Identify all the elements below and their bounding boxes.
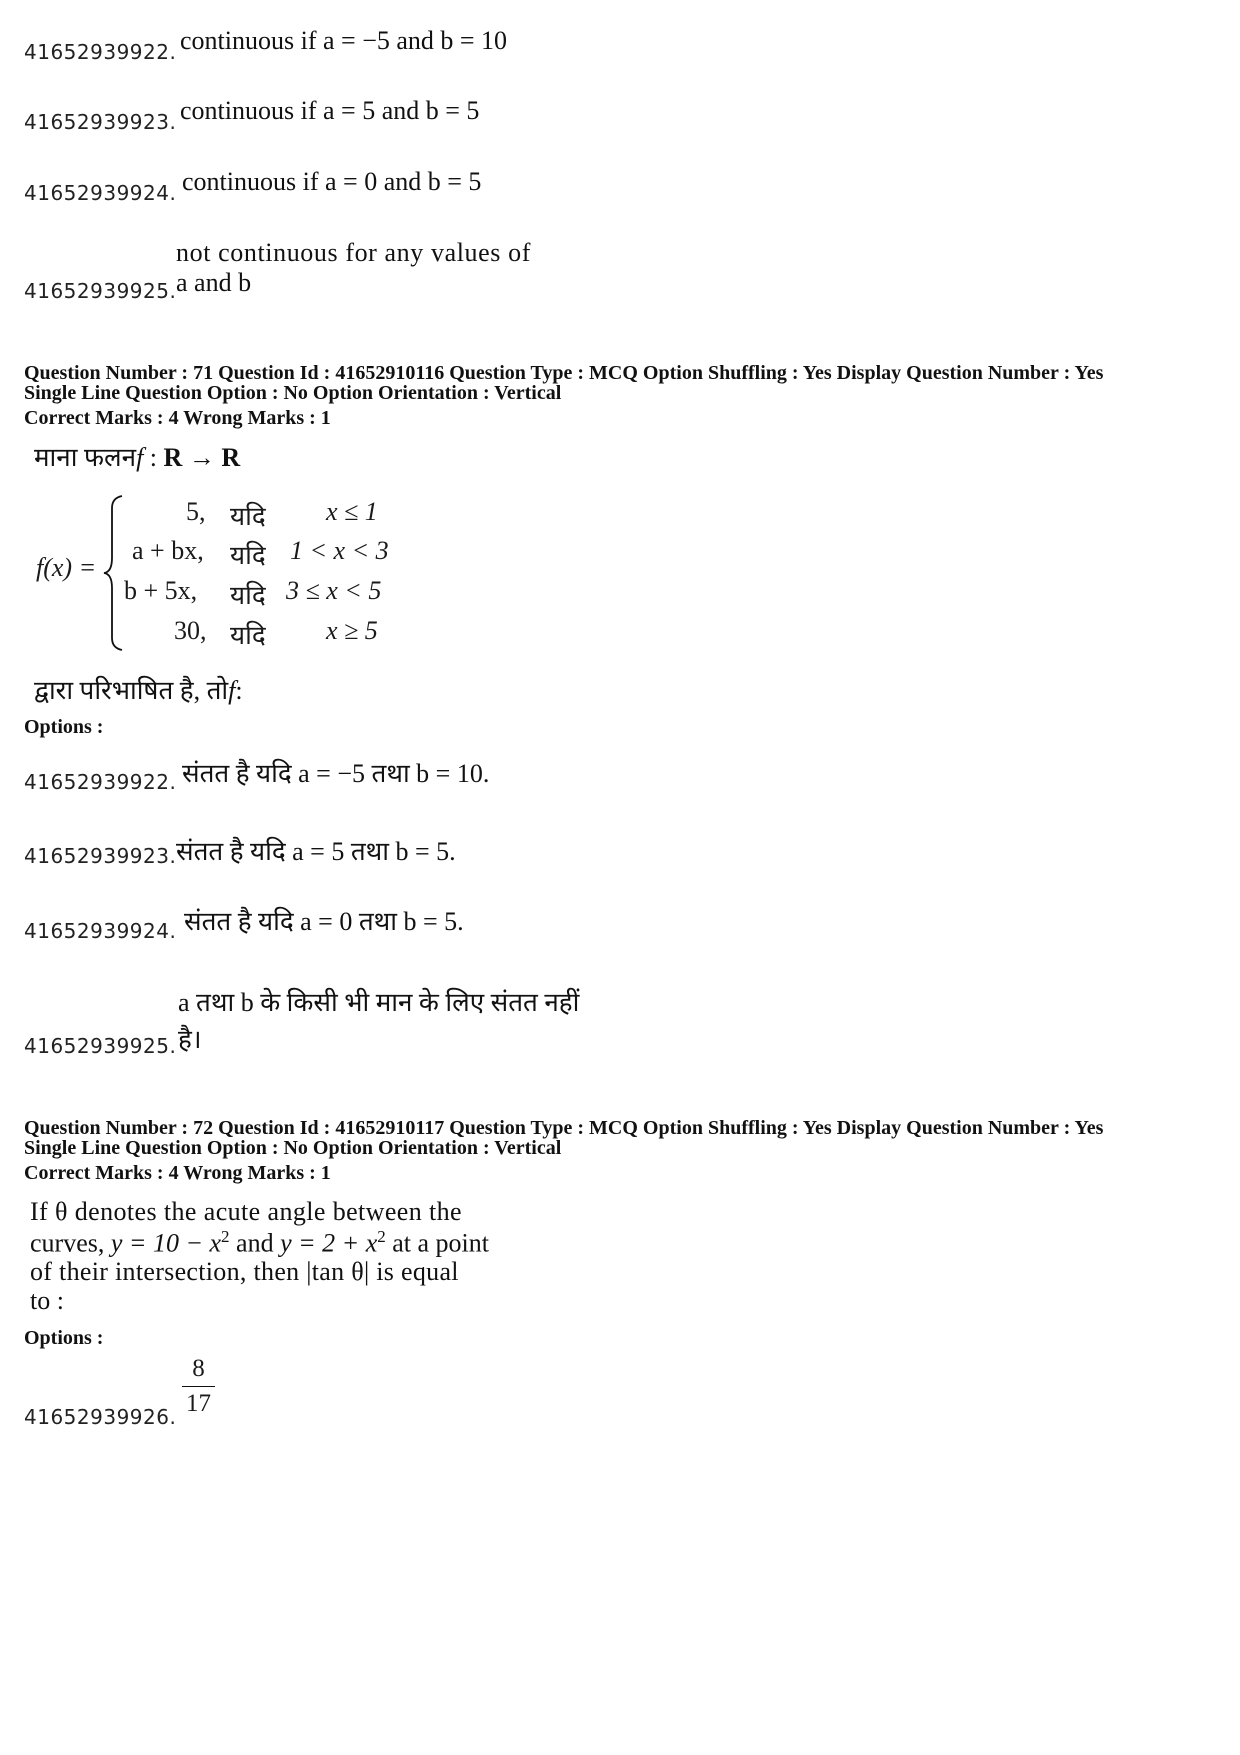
option-text: संतत है यदि a = 0 तथा b = 5.	[184, 907, 464, 936]
question-intro	[34, 438, 240, 474]
colon: :	[143, 443, 164, 472]
option-text: continuous if a = −5 and b = 10	[180, 26, 508, 55]
domain-R: R	[163, 443, 183, 472]
option-text-line1: a तथा b के किसी भी मान के लिए संतत नहीं	[178, 988, 580, 1017]
function-f: f	[136, 443, 144, 472]
case-3-cond: 3 ≤ x < 5	[286, 576, 382, 605]
case-2-expr: a + bx,	[132, 536, 204, 565]
defined-by-text	[34, 671, 243, 707]
stem-line1: If θ denotes the acute angle between the	[30, 1197, 462, 1226]
question-meta-line2: Single Line Question Option : No Option Orientation : Vertical	[24, 1137, 562, 1159]
option-id: 41652939923.	[24, 110, 177, 134]
options-label: Options :	[24, 716, 104, 738]
case-1-cond: x ≤ 1	[326, 497, 378, 526]
case-1-word: यदि	[230, 502, 266, 531]
fx-label: f(x) =	[36, 553, 97, 582]
arrow: →	[182, 443, 222, 472]
stem-line4: to :	[30, 1286, 64, 1315]
fraction	[182, 1352, 215, 1421]
option-text-line2: है।	[178, 1025, 202, 1054]
option-text-line1: not continuous for any values of	[176, 238, 531, 267]
case-4-cond: x ≥ 5	[326, 616, 378, 645]
option-id: 41652939924.	[24, 181, 177, 205]
option-text: संतत है यदि a = 5 तथा b = 5.	[176, 837, 456, 866]
case-4-expr: 30,	[174, 616, 207, 645]
stem-line3: of their intersection, then |tan θ| is equal	[30, 1257, 459, 1286]
case-3-expr: b + 5x,	[124, 576, 198, 605]
option-text: continuous if a = 5 and b = 5	[180, 96, 480, 125]
case-2-word: यदि	[230, 541, 266, 570]
stem-line2	[30, 1227, 489, 1259]
question-meta-line2: Single Line Question Option : No Option Orientation : Vertical	[24, 382, 562, 404]
question-marks: Correct Marks : 4 Wrong Marks : 1	[24, 407, 331, 429]
option-text-line2: a and b	[176, 268, 252, 297]
equation-2: y = 2 + x	[280, 1228, 378, 1258]
defined-f: f	[228, 676, 236, 705]
case-1-expr: 5,	[186, 497, 206, 526]
defined-colon: :	[235, 676, 243, 705]
equation-1: y = 10 − x	[110, 1228, 222, 1258]
intro-text: माना फलन	[34, 443, 137, 472]
option-id: 41652939925.	[24, 279, 177, 303]
option-id: 41652939924.	[24, 919, 177, 943]
fraction-denominator: 17	[186, 1390, 211, 1417]
stem-line2-b: at a point	[385, 1228, 490, 1258]
left-brace	[102, 494, 126, 652]
option-id: 41652939922.	[24, 40, 177, 64]
option-id: 41652939926.	[24, 1405, 177, 1429]
option-text: संतत है यदि a = −5 तथा b = 10.	[182, 759, 490, 788]
stem-line2-a: curves,	[30, 1228, 111, 1258]
option-id: 41652939922.	[24, 770, 177, 794]
option-id: 41652939925.	[24, 1034, 177, 1058]
question-meta-line1: Question Number : 71 Question Id : 41652910116 Question Type : MCQ Option Shuffling : Yes Display Question Number : Yes	[24, 362, 1104, 384]
question-marks: Correct Marks : 4 Wrong Marks : 1	[24, 1162, 331, 1184]
defined-by: द्वारा परिभाषित है, तो	[34, 676, 229, 705]
case-3-word: यदि	[230, 581, 266, 610]
superscript-2: 2	[377, 1227, 386, 1246]
case-2-cond: 1 < x < 3	[290, 536, 389, 565]
case-4-word: यदि	[230, 621, 266, 650]
superscript-2: 2	[221, 1227, 230, 1246]
stem-line2-mid: and	[229, 1228, 281, 1258]
option-text: continuous if a = 0 and b = 5	[182, 167, 482, 196]
options-label: Options :	[24, 1327, 104, 1349]
codomain-R: R	[221, 443, 241, 472]
fraction-numerator: 8	[182, 1352, 215, 1387]
option-id: 41652939923.	[24, 844, 177, 868]
question-meta-line1: Question Number : 72 Question Id : 41652910117 Question Type : MCQ Option Shuffling : Yes Display Question Number : Yes	[24, 1117, 1104, 1139]
